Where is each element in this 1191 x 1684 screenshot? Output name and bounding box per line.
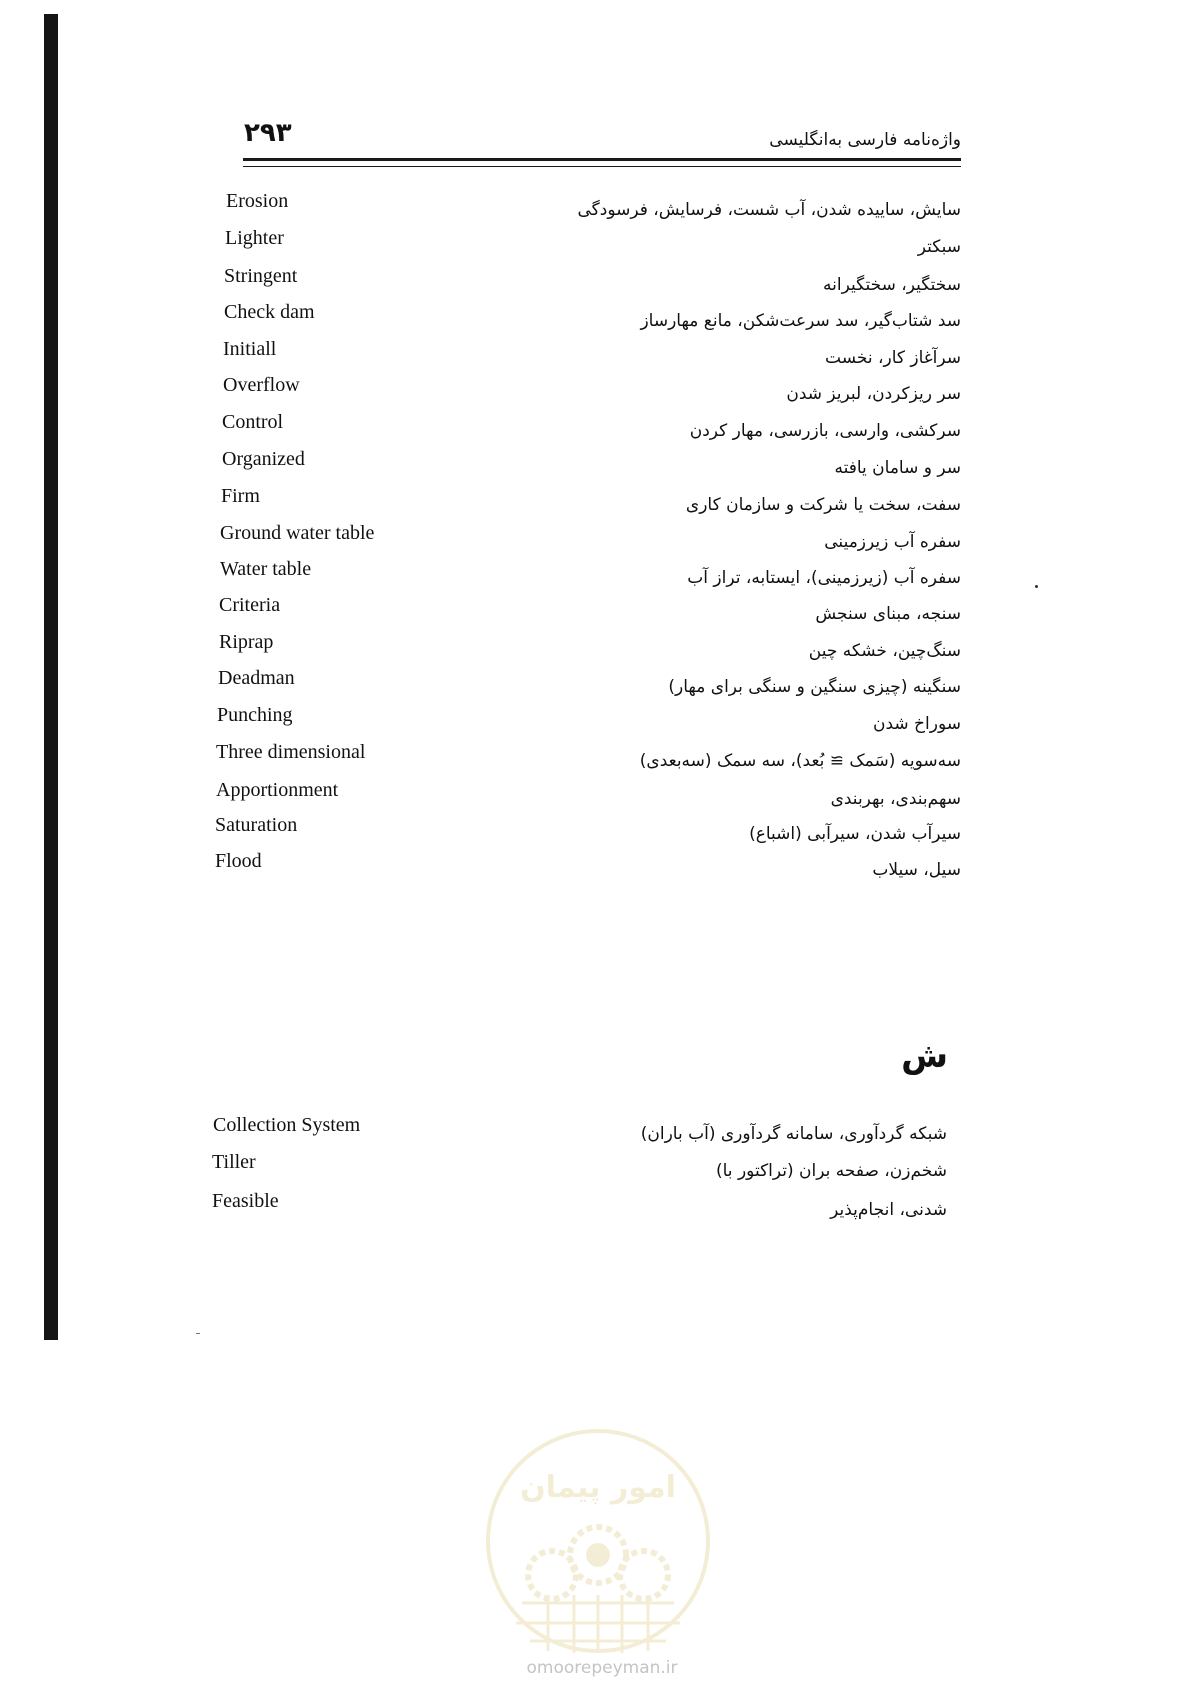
- entry-english: Overflow: [223, 374, 300, 396]
- glossary-entry: [0, 1114, 1191, 1152]
- entry-english: Punching: [217, 704, 293, 726]
- glossary-entry: [0, 338, 1191, 376]
- entry-persian: سوراخ شدن: [873, 714, 961, 734]
- entry-english: Feasible: [212, 1190, 279, 1212]
- entry-english: Ground water table: [220, 522, 375, 544]
- glossary-entry: [0, 1151, 1191, 1189]
- entry-persian: شخم‌زن، صفحه بران (تراکتور با): [716, 1161, 947, 1181]
- entry-english: Water table: [220, 558, 312, 580]
- entry-persian: سایش، ساییده شدن، آب شست، فرسایش، فرسودگی: [577, 200, 961, 220]
- entry-persian: سنگ‌چین، خشکه چین: [808, 641, 961, 661]
- entry-persian: سه‌سویه (سَمک ≅ بُعد)، سه سمک (سه‌بعدی): [639, 751, 961, 771]
- entry-english: Flood: [215, 850, 262, 872]
- entry-persian: سیرآب شدن، سیرآبی (اشباع): [749, 824, 961, 844]
- glossary-entry: [0, 850, 1191, 888]
- glossary-entry: [0, 411, 1191, 449]
- entry-persian: شدنی، انجام‌پذیر: [830, 1200, 947, 1220]
- glossary-entry: [0, 558, 1191, 596]
- glossary-entry: [0, 779, 1191, 817]
- entry-persian: سختگیر، سختگیرانه: [823, 275, 961, 295]
- entry-persian: سهم‌بندی، بهربندی: [830, 789, 961, 809]
- glossary-entry: [0, 814, 1191, 852]
- section-letter: ش: [901, 1036, 948, 1076]
- glossary-entry: [0, 741, 1191, 779]
- glossary-entry: [0, 448, 1191, 486]
- glossary-entry: [0, 522, 1191, 560]
- entry-english: Collection System: [213, 1114, 361, 1136]
- entry-persian: سرآغاز کار، نخست: [825, 348, 961, 368]
- page-number: ۲۹۳: [244, 118, 292, 148]
- header-rule-thin: [243, 166, 961, 167]
- glossary-entry: [0, 227, 1191, 265]
- glossary-entry: [0, 301, 1191, 339]
- watermark-seal-logo: [482, 1425, 714, 1657]
- entry-english: Tiller: [212, 1151, 256, 1173]
- entry-persian: سیل، سیلاب: [872, 860, 961, 880]
- entry-english: Deadman: [218, 667, 295, 689]
- header-rule-thick: [243, 158, 961, 161]
- entry-english: Firm: [221, 485, 260, 507]
- entry-persian: شبکه گردآوری، سامانه گردآوری (آب باران): [640, 1124, 947, 1144]
- entry-english: Apportionment: [216, 779, 339, 801]
- entry-persian: سفره آب (زیرزمینی)، ایستابه، تراز آب: [687, 568, 961, 588]
- entry-english: Stringent: [224, 265, 298, 287]
- scan-speck: [1035, 585, 1038, 588]
- entry-persian: سفره آب زیرزمینی: [824, 532, 961, 552]
- entry-persian: سفت، سخت یا شرکت و سازمان کاری: [685, 495, 961, 515]
- glossary-entry: [0, 374, 1191, 412]
- entry-english: Criteria: [219, 594, 281, 616]
- entry-persian: سرکشی، وارسی، بازرسی، مهار کردن: [689, 421, 961, 441]
- entry-english: Riprap: [219, 631, 274, 653]
- glossary-entry: [0, 704, 1191, 742]
- entry-english: Lighter: [225, 227, 284, 249]
- running-header: واژه‌نامه فارسی به‌انگلیسی: [769, 130, 961, 150]
- entry-english: Initiall: [223, 338, 277, 360]
- entry-english: Three dimensional: [216, 741, 366, 763]
- glossary-entry: [0, 1190, 1191, 1228]
- entry-english: Organized: [222, 448, 305, 470]
- glossary-entry: [0, 190, 1191, 228]
- entry-english: Erosion: [226, 190, 289, 212]
- entry-persian: سبکتر: [917, 237, 961, 257]
- entry-english: Control: [222, 411, 284, 433]
- entry-persian: سنجه، مبنای سنجش: [815, 604, 961, 624]
- glossary-entry: [0, 667, 1191, 705]
- watermark-logo-text: امور پیمان: [520, 1470, 676, 1505]
- entry-english: Check dam: [224, 301, 315, 323]
- glossary-entry: [0, 631, 1191, 669]
- entry-persian: سر و سامان یافته: [834, 458, 961, 478]
- glossary-entry: [0, 265, 1191, 303]
- entry-persian: سد شتاب‌گیر، سد سرعت‌شکن، مانع مهارساز: [640, 311, 961, 331]
- glossary-entry: [0, 485, 1191, 523]
- entry-persian: سر ریزکردن، لبریز شدن: [786, 384, 961, 404]
- entry-persian: سنگینه (چیزی سنگین و سنگی برای مهار): [668, 677, 961, 697]
- glossary-entry: [0, 594, 1191, 632]
- entry-english: Saturation: [215, 814, 298, 836]
- scan-speck: [196, 1333, 200, 1334]
- watermark-url: omoorepeyman.ir: [526, 1658, 678, 1678]
